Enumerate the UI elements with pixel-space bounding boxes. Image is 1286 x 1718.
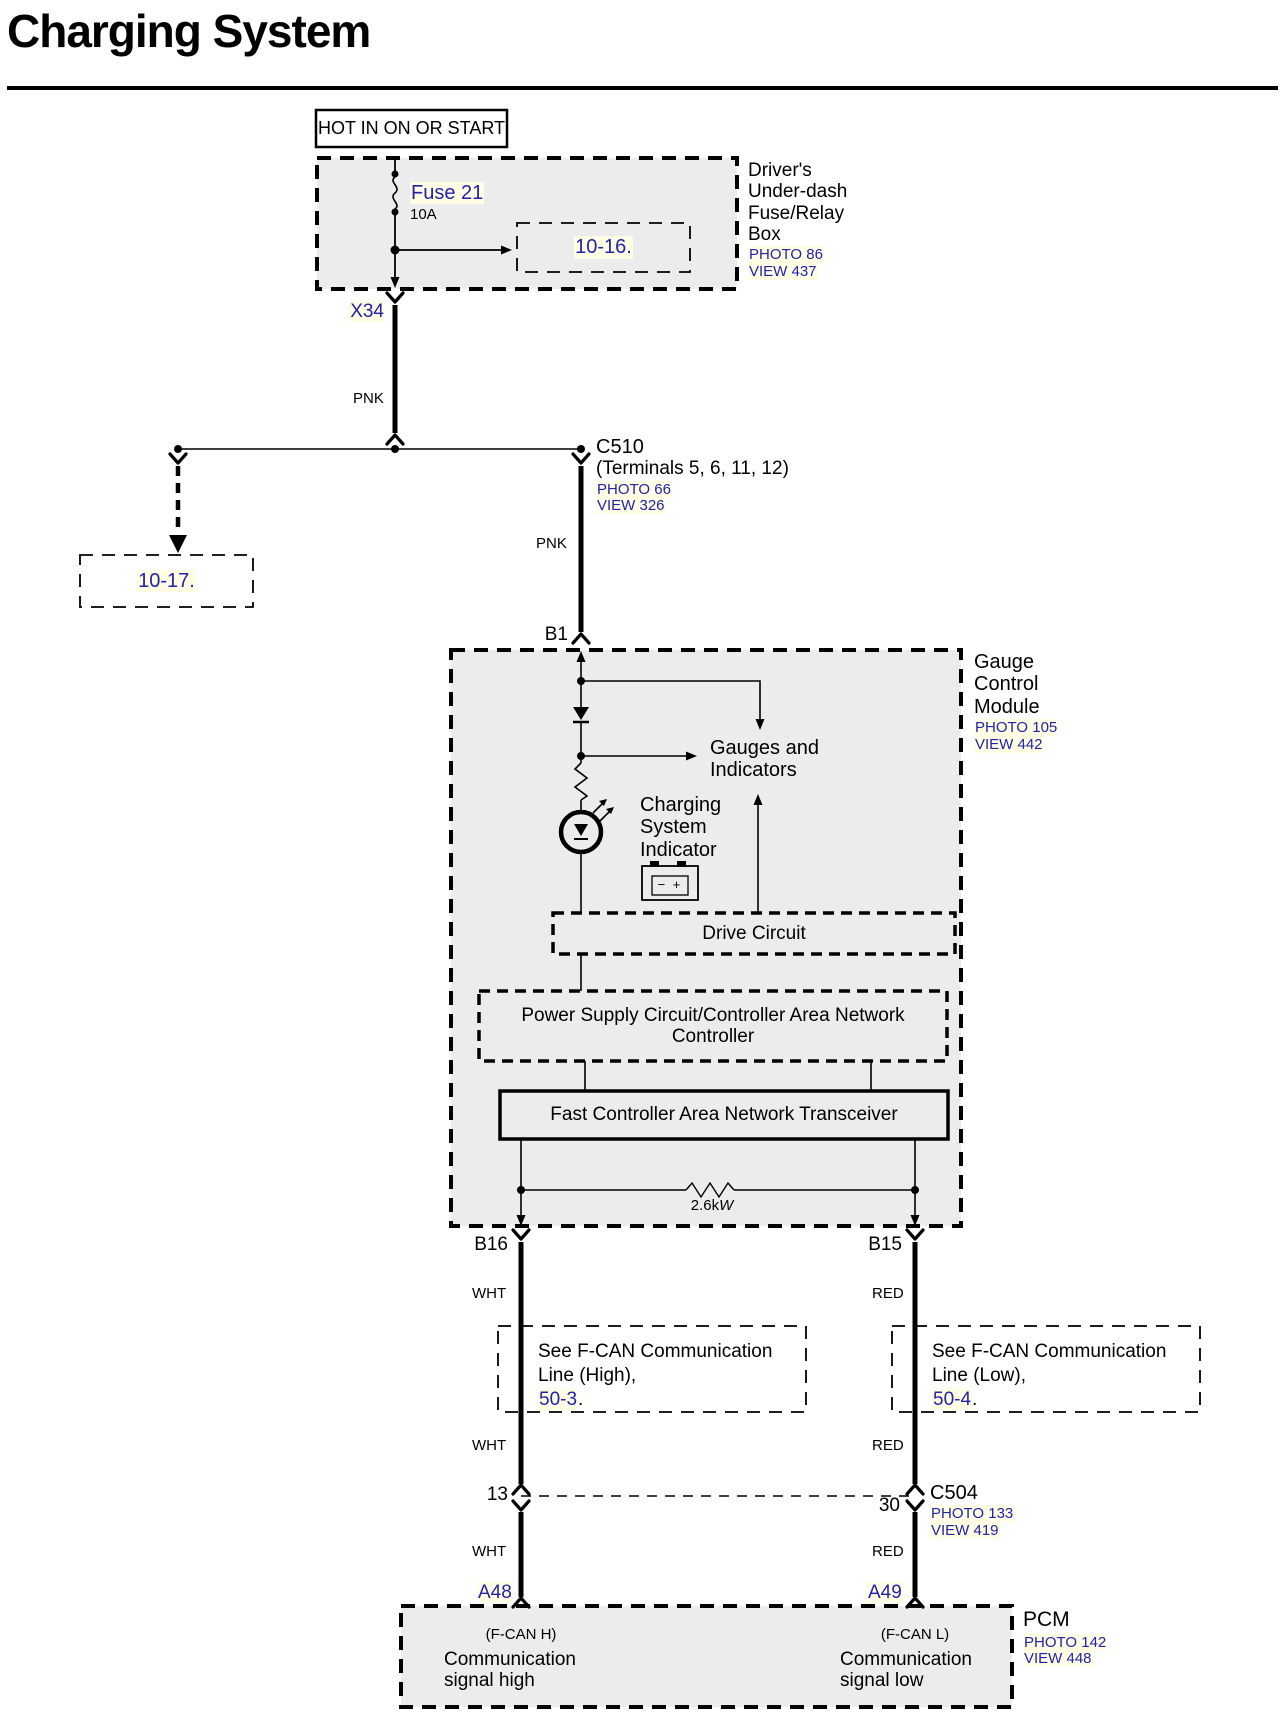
terminal-b1: B1: [544, 624, 568, 645]
c504-pin-30: 30: [878, 1495, 900, 1516]
gauges-indicators-label: Gauges and Indicators: [710, 737, 819, 782]
gauge-control-module-label: Gauge Control Module PHOTO 105 VIEW 442: [974, 651, 1058, 753]
power-supply-label: Power Supply Circuit/Controller Area Network Controller: [521, 1004, 905, 1047]
fcan-transceiver-label: Fast Controller Area Network Transceiver: [550, 1104, 898, 1126]
arrowhead-down-large: [169, 535, 187, 553]
wire-color-wht-upper: WHT: [472, 1285, 507, 1302]
view-448-link[interactable]: VIEW 448: [1024, 1650, 1092, 1668]
battery-icon-polarity: − +: [657, 877, 683, 893]
ref-50-3-link[interactable]: 50-3: [539, 1389, 578, 1410]
wire-color-pnk-lower: PNK: [536, 535, 567, 552]
pcm-label: PCM PHOTO 142 VIEW 448: [1023, 1608, 1107, 1668]
connector-c504-label: C504 PHOTO 133 VIEW 419: [930, 1482, 1014, 1540]
junction-dot: [577, 445, 585, 453]
photo-105-link[interactable]: PHOTO 105: [975, 719, 1058, 737]
view-419-link[interactable]: VIEW 419: [931, 1522, 999, 1540]
ref-10-17-link[interactable]: 10-17.: [138, 569, 195, 592]
junction-dot: [174, 445, 182, 453]
photo-133-link[interactable]: PHOTO 133: [931, 1505, 1014, 1523]
photo-66-link[interactable]: PHOTO 66: [597, 480, 671, 498]
terminal-b16: B16: [474, 1234, 508, 1255]
view-437-link[interactable]: VIEW 437: [749, 262, 817, 280]
ref-10-16-link[interactable]: 10-16.: [575, 236, 632, 259]
signal-low-label: Communication signal low: [840, 1649, 972, 1692]
connector-chevron-c504: [513, 1501, 529, 1510]
resistor-value-label: 2.6k W: [690, 1197, 734, 1214]
connector-chevron-branch: [170, 454, 186, 463]
connector-chevron-b15: [907, 1230, 923, 1239]
fuse-21-link[interactable]: Fuse 21: [411, 182, 484, 204]
connector-chevron-c504: [907, 1501, 923, 1510]
wire-color-pnk-upper: PNK: [353, 390, 384, 407]
terminal-a49[interactable]: A49: [868, 1582, 902, 1603]
wire-color-red-mid: RED: [872, 1437, 904, 1454]
connector-chevron-b1: [573, 634, 589, 643]
wire-color-red-upper: RED: [872, 1285, 904, 1302]
wire-color-red-lower: RED: [872, 1543, 904, 1560]
page-title: Charging System: [7, 5, 371, 57]
wire-color-wht-mid: WHT: [472, 1437, 507, 1454]
photo-86-link[interactable]: PHOTO 86: [749, 246, 823, 264]
connector-chevron-c510: [573, 454, 589, 463]
terminal-x34[interactable]: X34: [350, 301, 384, 322]
connector-chevron-b16: [513, 1230, 529, 1239]
power-source-label: HOT IN ON OR START: [317, 118, 505, 139]
wire-color-wht-lower: WHT: [472, 1543, 507, 1560]
connector-chevron-c504: [513, 1485, 529, 1494]
fuse-relay-box-label: Driver's Under-dash Fuse/Relay Box PHOTO 86 VIEW 437: [748, 160, 848, 280]
fcan-h-label: (F-CAN H): [485, 1626, 557, 1643]
view-442-link[interactable]: VIEW 442: [975, 735, 1043, 753]
charging-system-indicator-label: Charging System Indicator: [640, 794, 722, 861]
photo-142-link[interactable]: PHOTO 142: [1024, 1633, 1107, 1651]
junction-dot: [391, 445, 399, 453]
terminal-a48[interactable]: A48: [478, 1582, 512, 1603]
drive-circuit-label: Drive Circuit: [702, 922, 806, 944]
fuse-rating: 10A: [410, 206, 437, 223]
signal-high-label: Communication signal high: [444, 1649, 576, 1692]
connector-c510-label: C510 (Terminals 5, 6, 11, 12) PHOTO 66 VIEW 326: [596, 436, 789, 515]
ref-50-4-link[interactable]: 50-4: [933, 1389, 972, 1410]
fcan-high-ref-label: See F-CAN Communication Line (High), 50-3.: [538, 1341, 773, 1410]
connector-chevron-x34: [387, 293, 403, 302]
c504-pin-13: 13: [486, 1484, 508, 1505]
view-326-link[interactable]: VIEW 326: [597, 497, 665, 515]
fcan-low-ref-label: See F-CAN Communication Line (Low), 50-4.: [932, 1341, 1167, 1410]
fcan-l-label: (F-CAN L): [880, 1626, 950, 1643]
connector-chevron-c504: [907, 1485, 923, 1494]
terminal-b15: B15: [868, 1234, 902, 1255]
connector-chevron-junction: [387, 435, 403, 444]
